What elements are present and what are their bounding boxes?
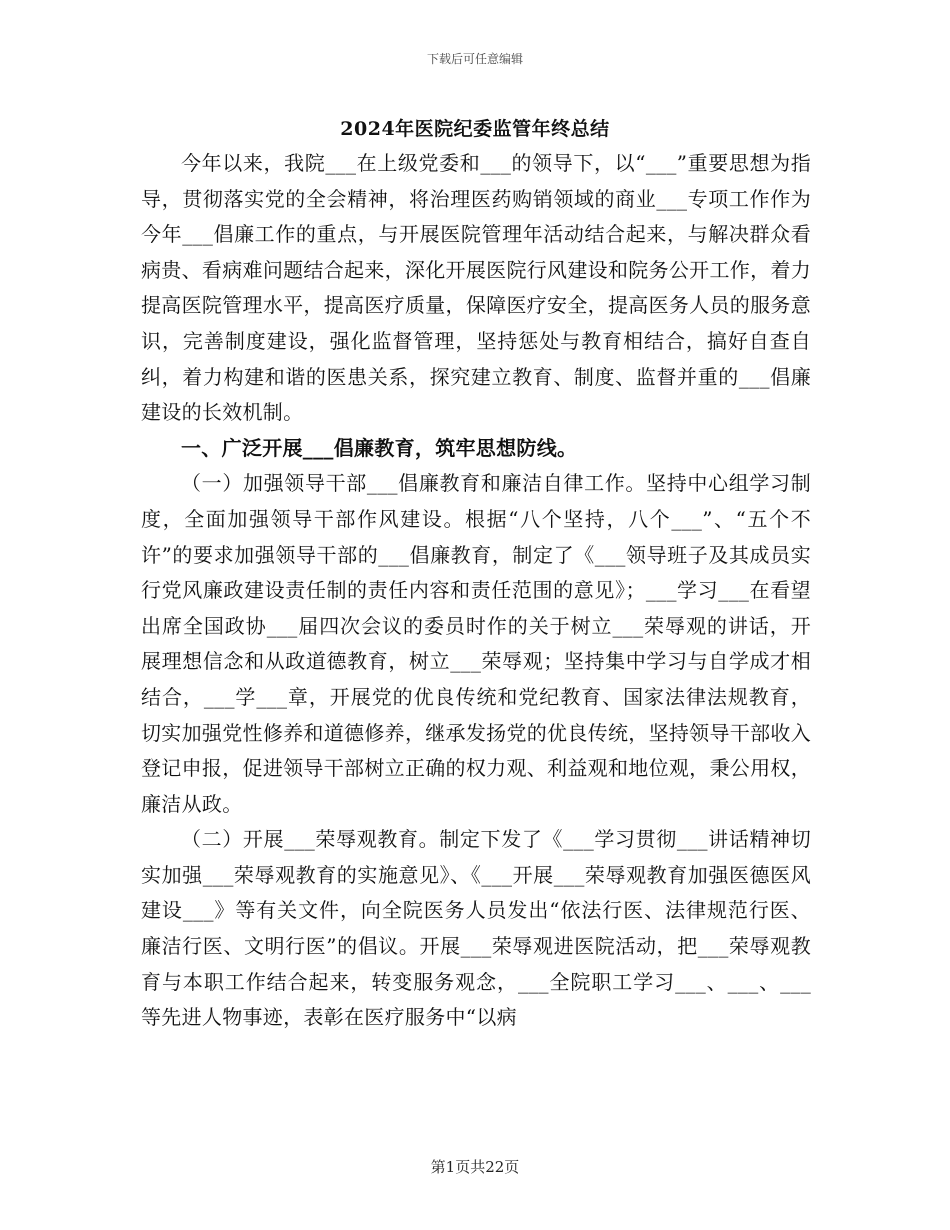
subsection-paragraph-2: （二）开展___荣辱观教育。制定下发了《___学习贯彻___讲话精神切实加强___荣辱观教育的实施意见》、《___开展___荣辱观教育加强医德医风建设___》等有关文件，向全院医务人员发出“依法行医、法律规范行医、廉洁行医、文明行医”的倡议。开展___荣辱观进医院活动，把___荣辱观教育与本职工作结合起来，转变服务观念，___全院职工学习___、___、___等先进人物事迹，表彰在医疗服务中“以病 <box>141 827 811 1030</box>
document-body <box>141 146 811 1036</box>
page-header-note: 下载后可任意编辑 <box>426 52 523 66</box>
page-number: 第1页共22页 <box>430 1158 520 1176</box>
document-title: 2024年医院纪委监管年终总结 <box>340 118 610 140</box>
section-heading-1: 一、广泛开展___倡廉教育，筑牢思想防线。 <box>181 435 578 460</box>
intro-paragraph: 今年以来，我院___在上级党委和___的领导下，以“___”重要思想为指导，贯彻落实党的全会精神，将治理医药购销领域的商业___专项工作作为今年___倡廉工作的重点，与开展医院管理年活动结合起来，与解决群众看病贵、看病难问题结合起来，深化开展医院行风建设和院务公开工作，着力提高医院管理水平，提高医疗质量，保障医疗安全，提高医务人员的服务意识，完善制度建设，强化监督管理，坚持惩处与教育相结合，搞好自查自纠，着力构建和谐的医患关系，探究建立教育、制度、监督并重的___倡廉建设的长效机制。 <box>141 151 811 425</box>
subsection-paragraph-1: （一）加强领导干部___倡廉教育和廉洁自律工作。坚持中心组学习制度，全面加强领导干部作风建设。根据“八个坚持，八个___”、“五个不许”的要求加强领导干部的___倡廉教育，制定了《___领导班子及其成员实行党风廉政建设责任制的责任内容和责任范围的意见》；___学习___在看望出席全国政协___届四次会议的委员时作的关于树立___荣辱观的讲话，开展理想信念和从政道德教育，树立___荣辱观；坚持集中学习与自学成才相结合，___学___章，开展党的优良传统和党纪教育、国家法律法规教育，切实加强党性修养和道德修养，继承发扬党的优良传统，坚持领导干部收入登记申报，促进领导干部树立正确的权力观、利益观和地位观，秉公用权，廉洁从政。 <box>141 471 811 816</box>
